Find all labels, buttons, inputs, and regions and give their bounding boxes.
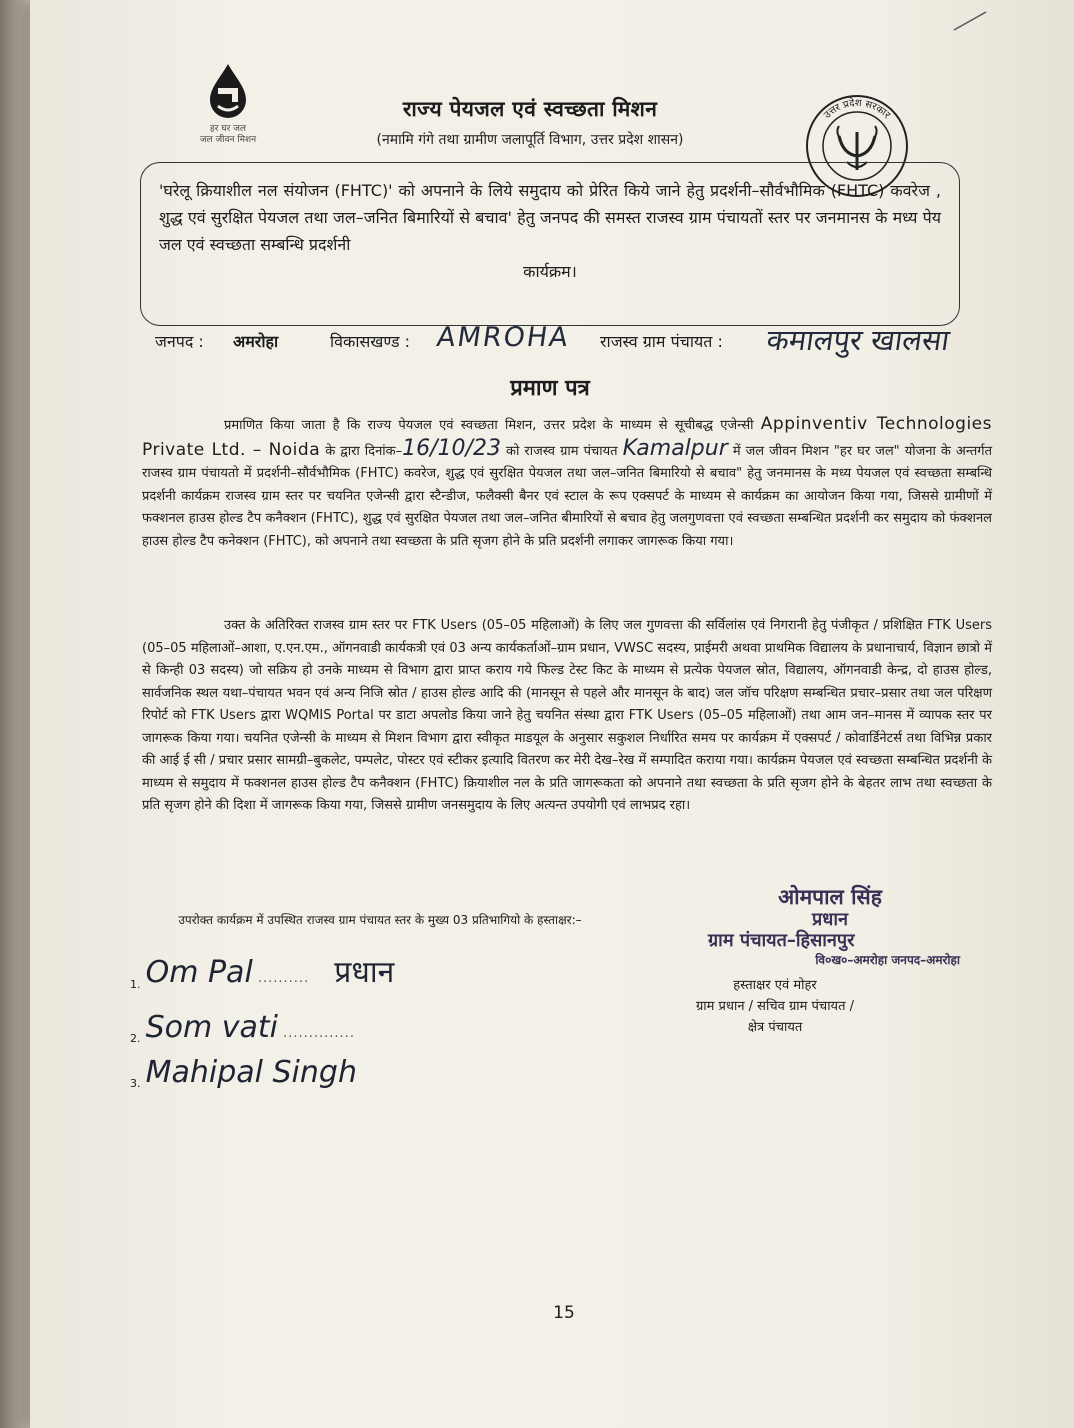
signature-instruction: उपरोक्त कार्यक्रम में उपस्थित राजस्व ग्राम पंचायत स्तर के मुख्य 03 प्रतिभागियो के हस्ताक्षर:– xyxy=(178,913,582,927)
program-title-text: 'घरेलू क्रियाशील नल संयोजन (FHTC)' को अपनाने के लिये समुदाय को प्रेरित किये जाने हेतु प्रदर्शनी–सौर्वभौमिक (FHTC) कवरेज , शुद्ध एवं सुरक्षित पेयजल तथा जल–जनित बिमारियों से बचाव' हेतु जनपद की समस्त राजस्व ग्राम पंचायतों स्तर पर जनमानस के मध्य पेय जल एवं स्वच्छता सम्बन्धि प्रदर्शनी xyxy=(159,181,941,254)
logo-subcaption: जल जीवन मिशन xyxy=(199,135,257,145)
program-title-box xyxy=(140,162,960,326)
block-label: विकासखण्ड : xyxy=(330,332,411,351)
para1-body: में जल जीवन मिशन "हर घर जल" योजना के अन्तर्गत राजस्व ग्राम पंचायतो में प्रदर्शनी–सौर्वभौमिक (FHTC) कवरेज, शुद्ध एवं सुरक्षित पेयजल तथा जल–जनित बिमारियो से बचाव" हेतु जनमानस के मध्य पेयजल एवं स्वच्छता सम्बन्धि प्रदर्शनी कार्यक्रम राजस्व ग्राम स्तर पर चयनित एजेन्सी द्वारा स्टैन्डीज, फलैक्सी बैनर एवं स्टाल के रूप एक्सपर्ट के माध्यम से कार्यक्रम का आयोजन किया गया, जिससे ग्रामीणों में फक्शनल हाउस होल्ड टैप कनैक्शन (FHTC), शुद्ध एवं सुरक्षित पेयजल तथा जल–जनित बीमारियों से बचाव हेतु जलगुणवत्ता एवं स्वच्छता सम्बन्धित प्रदर्शनी कर समुदाय को फंक्शनल हाउस होल्ड टैप कनेक्शन (FHTC), को अपनाने तथा स्वच्छता के प्रति सृजग होने के प्रति प्रदर्शनी लगाकर जागरूक किया गया। xyxy=(142,443,992,549)
sign-label-line2: ग्राम प्रधान / सचिव ग्राम पंचायत / xyxy=(695,999,855,1014)
har-ghar-jal-logo xyxy=(188,62,268,146)
stamp-location: वि०ख०–अमरोहा जनपद–अमरोहा xyxy=(815,953,960,967)
panchayat-name-handwritten: Kamalpur xyxy=(622,435,728,461)
page-number: 15 xyxy=(553,1303,575,1323)
panchayat-prefix: को राजस्व ग्राम पंचायत xyxy=(506,443,618,459)
participant-number: 3. xyxy=(130,1077,141,1090)
dotted-line: .............. xyxy=(283,1026,355,1041)
water-drop-tap-icon xyxy=(198,62,258,120)
participant-signature-2 xyxy=(130,1010,355,1045)
date-prefix: के द्वारा दिनांक– xyxy=(325,443,403,459)
dotted-line: .......... xyxy=(257,971,310,986)
agency-name: Appinventiv Technologies Private Ltd. – Noida xyxy=(142,414,992,460)
participant-signature-name: Om Pal xyxy=(145,955,253,990)
district-label: जनपद : xyxy=(155,332,204,351)
participant-number: 2. xyxy=(130,1032,141,1045)
date-value-handwritten: 16/10/23 xyxy=(402,435,501,461)
signature-label xyxy=(665,975,885,1038)
panchayat-value-handwritten: कमालपुर खालसा xyxy=(764,323,952,357)
org-title: राज्य पेयजल एवं स्वच्छता मिशन xyxy=(402,97,658,121)
page-edge-shadow xyxy=(0,0,34,1428)
seal-text: उत्तर प्रदेश सरकार xyxy=(822,97,893,121)
stamp-designation: प्रधान xyxy=(812,909,848,930)
block-value-handwritten: AMROHA xyxy=(434,322,572,353)
certificate-paragraph-1 xyxy=(142,413,992,553)
logo-caption: हर घर जल xyxy=(210,124,246,134)
sign-label-line3: क्षेत्र पंचायत xyxy=(747,1020,803,1035)
org-subtitle: (नमामि गंगे तथा ग्रामीण जलापूर्ति विभाग, उत्तर प्रदेश शासन) xyxy=(376,132,684,148)
participant-signature-name: Mahipal Singh xyxy=(145,1055,357,1090)
sign-label-line1: हस्ताक्षर एवं मोहर xyxy=(733,978,817,993)
certificate-title: प्रमाण पत्र xyxy=(510,376,590,401)
location-row xyxy=(155,322,1045,370)
participant-signature-name: Som vati xyxy=(145,1010,278,1045)
svg-text:उत्तर प्रदेश सरकार xyxy=(822,97,893,122)
participant-number: 1. xyxy=(130,978,141,991)
pen-stroke-mark xyxy=(950,6,990,36)
participant-signature-1 xyxy=(130,950,394,991)
panchayat-label: राजस्व ग्राम पंचायत : xyxy=(600,332,723,351)
certificate-paragraph-2: उक्त के अतिरिक्त राजस्व ग्राम स्तर पर FTK Users (05–05 महिलाओं) के लिए जल गुणवत्ता की सर्विलांस एवं निगरानी हेतु पंजीकृत / प्रशिक्षित FTK Users (05–05 महिलाओं–आशा, ए.एन.एम., ऑगनवाडी कार्यकत्री एवं 03 अन्य कार्यकर्ताओं–ग्राम प्रधान, VWSC सदस्य, प्राईमरी अथवा प्राथमिक विद्यालय के प्रधानाचार्य, विज्ञान छात्रो में से किन्ही 03 सदस्य) जो सक्रिय हो उनके माध्यम से विभाग द्वारा प्राप्त कराय गये फिल्ड टेस्ट किट के माध्यम से प्रत्येक पेयजल स्रोत, विद्यालय, ऑगनवाडी केन्द्र, दो हाउस होल्ड, सार्वजनिक स्थल यथा–पंचायत भवन एवं अन्य निजि स्रोत / हाउस होल्ड आदि की (मानसून से पहले और मानसून के बाद) जल जॉच परिक्षण सम्बन्धित प्रचार–प्रसार तथा जल परिक्षण रिपोर्ट को FTK Users द्वारा WQMIS Portal पर डाटा अपलोड किया जाने हेतु चयनित संस्था द्वारा FTK Users (05–05 महिलाओं) तथा आम जन–मानस में व्यापक स्तर पर जागरूक किया गया। चयनित एजेन्सी के माध्यम से मिशन विभाग द्वारा स्वीकृत माडयूल के अनुसार सकुशल निर्धारित समय पर कार्यक्रम में एक्सपर्ट / कोवार्डिनेटर्स तथा विभिन्न प्रकार की आई ई सी / प्रचार प्रसार सामग्री–बुकलेट, पम्पलेट, पोस्टर एवं स्टीकर इत्यादि वितरण कर मेरी देख–रेख में सम्पादित कराया गया। कार्यक्रम पेयजल एवं स्वच्छता सम्बन्धित प्रदर्शनी के माध्यम से समुदाय में फक्शनल हाउस होल्ड टैप कनैक्शन (FHTC) क्रियाशील नल के प्रति जागरूकता को अपनाने तथा स्वच्छता के प्रति सृजग होने के बेहतर लाभ तथा स्वच्छता के प्रति सृजग होने की दिशा में जागरूक किया गया, जिससे ग्रामीण जनसमुदाय के लिए अत्यन्त उपयोगी एवं लाभप्रद रहा। xyxy=(142,618,992,813)
participant-signature-3 xyxy=(130,1055,357,1090)
stamp-name: ओमपाल सिंह xyxy=(778,885,882,909)
stamp-office: ग्राम पंचायत–हिसानपुर xyxy=(708,930,855,951)
para1-intro: प्रमाणित किया जाता है कि राज्य पेयजल एवं स्वच्छता मिशन, उत्तर प्रदेश के माध्यम से सूचीबद्ध एजेन्सी xyxy=(224,418,754,433)
pradhan-stamp xyxy=(700,884,960,968)
participant-designation: प्रधान xyxy=(334,955,395,990)
program-title-last-line: कार्यक्रम। xyxy=(523,262,577,281)
district-value: अमरोहा xyxy=(233,332,279,351)
